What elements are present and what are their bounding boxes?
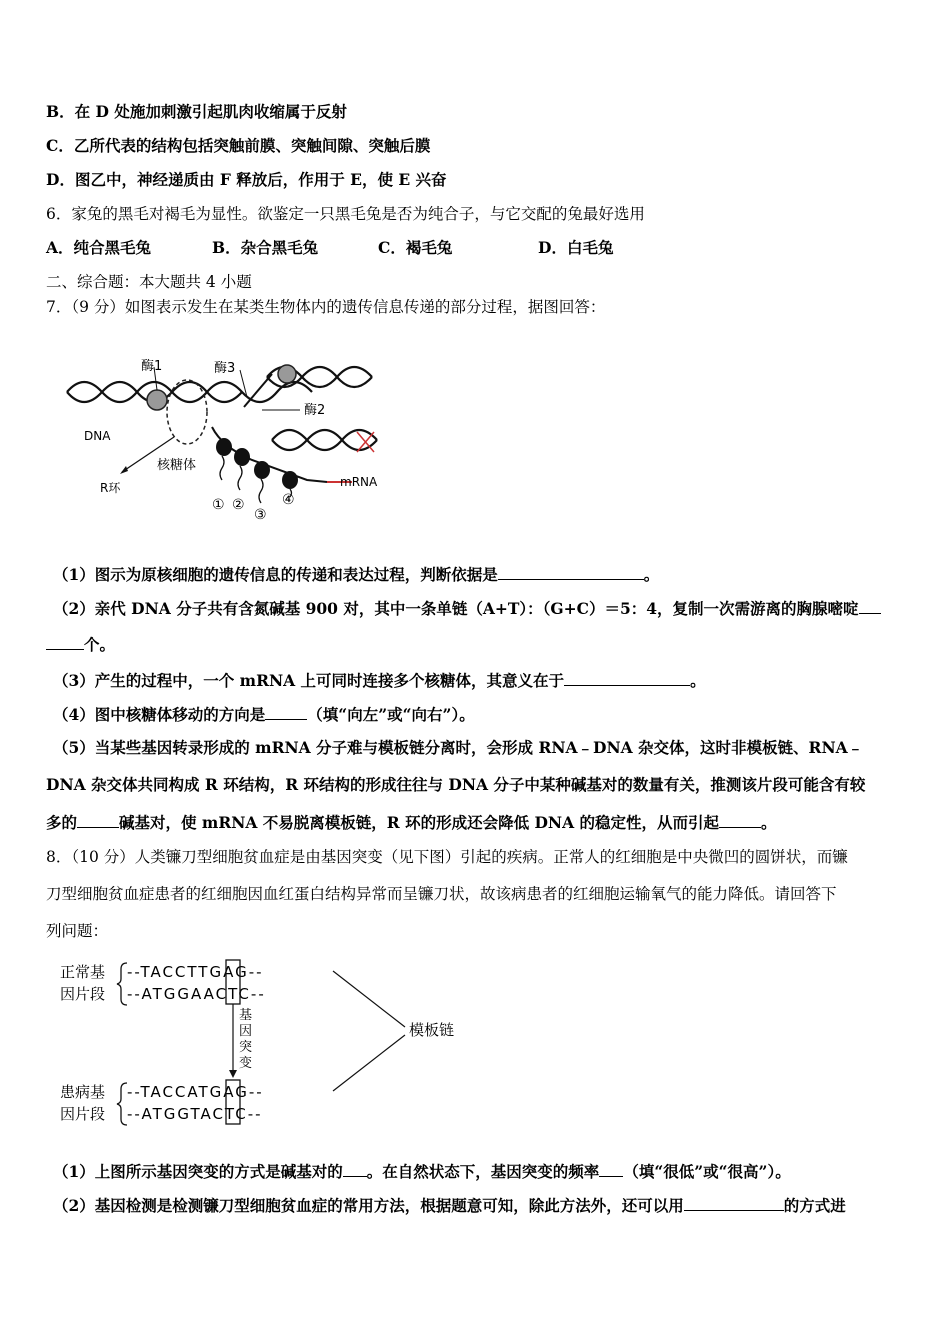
label-n3: ③ [254, 507, 267, 522]
label-mut-2: 因 [239, 1024, 253, 1039]
label-enzyme3: 酶3 [214, 361, 236, 376]
label-patient1: 患病基 [60, 1083, 106, 1101]
q6-options [46, 238, 613, 258]
q7-sub1: （1）图示为原核细胞的遗传信息的传递和表达过程，判断依据是 。 [53, 565, 660, 584]
seq-normal-top: --TACCTTGAG-- [127, 963, 264, 981]
q7-sub5-line1: （5）当某些基因转录形成的 mRNA 分子难与模板链分离时，会形成 RNA﹣DNA 杂交体，这时非模板链、RNA﹣ [53, 738, 864, 757]
seq-patient-top: --TACCATGAG-- [127, 1083, 264, 1101]
q8-sub2: （2）基因检测是检测镰刀型细胞贫血症的常用方法，根据题意可知，除此方法外，还可以用 的方式进 [53, 1196, 846, 1215]
seq-normal-bottom: --ATGGAACTC-- [127, 985, 266, 1003]
label-template: 模板链 [409, 1021, 455, 1039]
q7-figure [62, 352, 392, 522]
enzyme3-blob [278, 365, 296, 383]
q7-sub5-line2: DNA 杂交体共同构成 R 环结构，R 环结构的形成往往与 DNA 分子中某种碱基对的数量有关，推测该片段可能含有较 [46, 775, 866, 794]
label-normal1: 正常基 [60, 963, 106, 981]
q6-option-a: A．纯合黑毛兔 [46, 238, 152, 257]
q8-stem-line3: 列问题： [46, 922, 109, 940]
label-ribosome: 核糖体 [157, 458, 197, 473]
q7-sub2-cont: 个。 [46, 634, 115, 655]
q5-option-d: D．图乙中，神经递质由 F 释放后，作用于 E，使 E 兴奋 [46, 170, 447, 189]
label-mut-1: 基 [239, 1008, 253, 1023]
label-n4: ④ [282, 492, 295, 508]
section-heading: 二、综合题：本大题共 4 小题 [46, 273, 252, 291]
q6-option-c: C．褐毛兔 [378, 238, 453, 257]
q8-sub1: （1）上图所示基因突变的方式是碱基对的 。在自然状态下，基因突变的频率 （填“很低”或“很高”）。 [53, 1162, 791, 1181]
dashed-ribosome-outline [167, 380, 207, 444]
label-mut-4: 变 [239, 1056, 253, 1071]
q8-figure [55, 955, 475, 1135]
q7-sub5-line3: 多的 碱基对，使 mRNA 不易脱离模板链，R 环的形成还会降低 DNA 的稳定性，从而引起 。 [46, 813, 777, 832]
q7-sub4: （4）图中核糖体移动的方向是 （填“向左”或“向右”）。 [53, 705, 475, 724]
q7-stem: 7．（9 分）如图表示发生在某类生物体内的遗传信息传递的部分过程，据图回答： [46, 298, 606, 316]
q5-option-b: B．在 D 处施加刺激引起肌肉收缩属于反射 [46, 102, 347, 121]
q6-option-d: D．白毛兔 [538, 238, 614, 257]
enzyme1-blob [147, 390, 167, 410]
q8-stem-line1: 8．（10 分）人类镰刀型细胞贫血症是由基因突变（见下图）引起的疾病。正常人的红细胞是中央微凹的圆饼状，而镰 [46, 848, 848, 866]
label-normal2: 因片段 [60, 985, 106, 1003]
label-mrna: mRNA [340, 475, 378, 489]
label-patient2: 因片段 [60, 1105, 106, 1123]
q5-option-c: C．乙所代表的结构包括突触前膜、突触间隙、突触后膜 [46, 136, 431, 155]
label-n1: ① [212, 497, 225, 513]
label-enzyme1: 酶1 [141, 359, 163, 374]
q6-stem: 6．家兔的黑毛对褐毛为显性。欲鉴定一只黑毛兔是否为纯合子，与它交配的兔最好选用 [46, 205, 645, 223]
ribosomes [216, 438, 298, 489]
label-n2: ② [232, 497, 245, 513]
label-enzyme2: 酶2 [304, 403, 326, 418]
q7-sub3: （3）产生的过程中，一个 mRNA 上可同时连接多个核糖体，其意义在于 。 [53, 671, 706, 690]
label-rloop: R环 [100, 481, 121, 495]
q8-stem-line2: 刀型细胞贫血症患者的红细胞因血红蛋白结构异常而呈镰刀状，故该病患者的红细胞运输氧气的能力降低。请回答下 [46, 885, 837, 903]
seq-patient-bottom: --ATGGTACTC-- [127, 1105, 263, 1123]
q6-option-b: B．杂合黑毛兔 [212, 238, 319, 257]
label-mut-3: 突 [239, 1040, 253, 1055]
label-dna: DNA [84, 429, 111, 443]
q7-sub2: （2）亲代 DNA 分子共有含氮碱基 900 对，其中一条单链（A+T）：（G+C）＝5：4，复制一次需游离的胸腺嘧啶 [53, 598, 881, 619]
mrna-strand [212, 427, 327, 482]
